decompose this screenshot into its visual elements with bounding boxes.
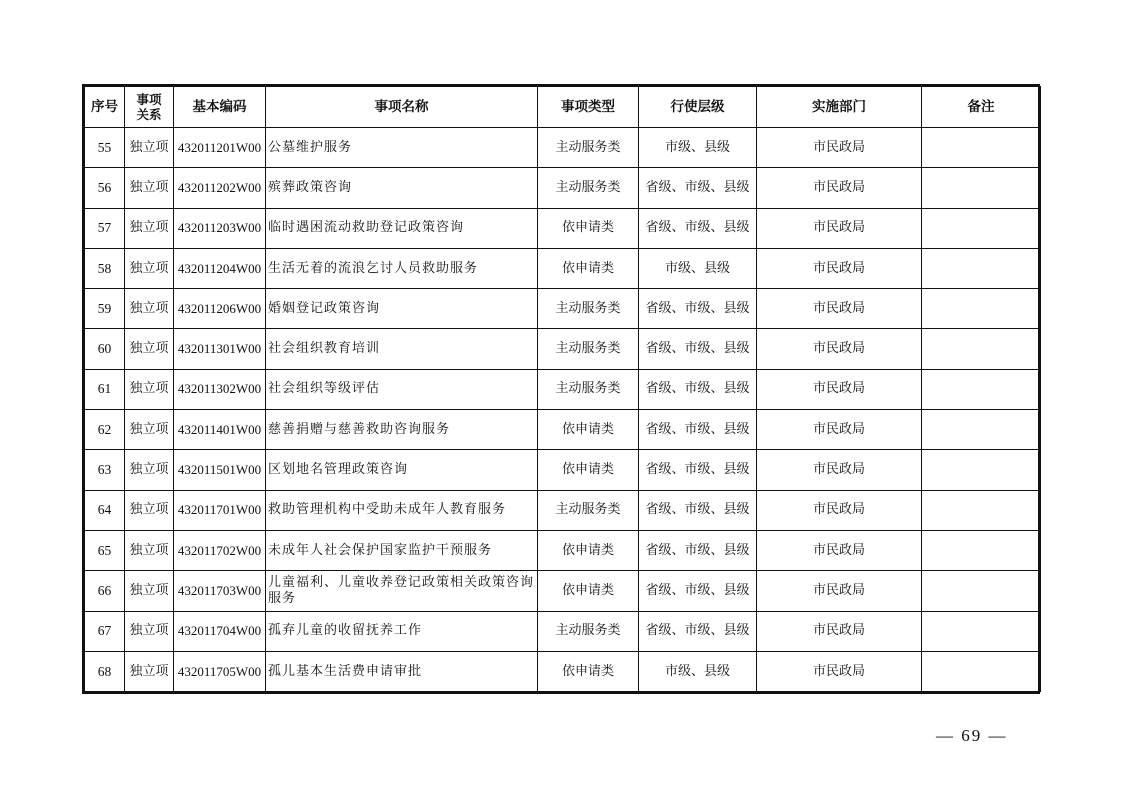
cell-note	[922, 329, 1041, 369]
service-items-table	[84, 86, 1041, 692]
cell-type: 主动服务类	[538, 128, 639, 168]
header-type: 事项类型	[538, 87, 639, 128]
table-row	[85, 168, 1041, 208]
cell-name: 慈善捐赠与慈善救助咨询服务	[266, 410, 538, 450]
cell-level: 省级、市级、县级	[639, 530, 757, 570]
cell-type: 依申请类	[538, 248, 639, 288]
cell-level: 省级、市级、县级	[639, 168, 757, 208]
cell-relation: 独立项	[125, 490, 174, 530]
table-row	[85, 289, 1041, 329]
cell-seq: 57	[85, 208, 125, 248]
table-row	[85, 248, 1041, 288]
cell-seq: 55	[85, 128, 125, 168]
cell-dept: 市民政局	[757, 651, 922, 691]
cell-level: 省级、市级、县级	[639, 611, 757, 651]
cell-level: 省级、市级、县级	[639, 289, 757, 329]
table-body	[85, 128, 1041, 692]
cell-note	[922, 450, 1041, 490]
cell-level: 省级、市级、县级	[639, 208, 757, 248]
table-row	[85, 530, 1041, 570]
table-row	[85, 450, 1041, 490]
cell-dept: 市民政局	[757, 168, 922, 208]
cell-seq: 64	[85, 490, 125, 530]
cell-level: 省级、市级、县级	[639, 490, 757, 530]
cell-level: 省级、市级、县级	[639, 571, 757, 611]
cell-seq: 56	[85, 168, 125, 208]
cell-name: 公墓维护服务	[266, 128, 538, 168]
cell-dept: 市民政局	[757, 450, 922, 490]
cell-type: 依申请类	[538, 571, 639, 611]
cell-level: 市级、县级	[639, 651, 757, 691]
cell-name: 未成年人社会保护国家监护干预服务	[266, 530, 538, 570]
cell-seq: 59	[85, 289, 125, 329]
cell-code: 432011702W00	[174, 530, 266, 570]
cell-code: 432011202W00	[174, 168, 266, 208]
cell-relation: 独立项	[125, 651, 174, 691]
cell-dept: 市民政局	[757, 410, 922, 450]
cell-dept: 市民政局	[757, 208, 922, 248]
header-seq: 序号	[85, 87, 125, 128]
cell-relation: 独立项	[125, 289, 174, 329]
header-level: 行使层级	[639, 87, 757, 128]
cell-relation: 独立项	[125, 530, 174, 570]
table-row	[85, 208, 1041, 248]
cell-dept: 市民政局	[757, 329, 922, 369]
cell-name: 孤弃儿童的收留抚养工作	[266, 611, 538, 651]
cell-dept: 市民政局	[757, 248, 922, 288]
cell-dept: 市民政局	[757, 571, 922, 611]
cell-name: 生活无着的流浪乞讨人员救助服务	[266, 248, 538, 288]
cell-relation: 独立项	[125, 168, 174, 208]
cell-code: 432011206W00	[174, 289, 266, 329]
cell-name: 婚姻登记政策咨询	[266, 289, 538, 329]
cell-note	[922, 208, 1041, 248]
table-row	[85, 369, 1041, 409]
cell-relation: 独立项	[125, 128, 174, 168]
cell-seq: 58	[85, 248, 125, 288]
cell-type: 依申请类	[538, 530, 639, 570]
table-row	[85, 651, 1041, 691]
cell-seq: 65	[85, 530, 125, 570]
cell-seq: 68	[85, 651, 125, 691]
cell-name: 儿童福利、儿童收养登记政策相关政策咨询服务	[266, 571, 538, 611]
cell-seq: 67	[85, 611, 125, 651]
table-row	[85, 611, 1041, 651]
cell-note	[922, 128, 1041, 168]
table-row	[85, 410, 1041, 450]
cell-note	[922, 168, 1041, 208]
table-row	[85, 329, 1041, 369]
cell-type: 依申请类	[538, 450, 639, 490]
cell-note	[922, 571, 1041, 611]
table-row	[85, 128, 1041, 168]
cell-type: 依申请类	[538, 208, 639, 248]
header-dept: 实施部门	[757, 87, 922, 128]
cell-code: 432011204W00	[174, 248, 266, 288]
cell-level: 省级、市级、县级	[639, 369, 757, 409]
cell-dept: 市民政局	[757, 369, 922, 409]
cell-dept: 市民政局	[757, 128, 922, 168]
cell-seq: 62	[85, 410, 125, 450]
cell-code: 432011401W00	[174, 410, 266, 450]
cell-relation: 独立项	[125, 329, 174, 369]
cell-note	[922, 530, 1041, 570]
cell-code: 432011302W00	[174, 369, 266, 409]
cell-name: 临时遇困流动救助登记政策咨询	[266, 208, 538, 248]
cell-code: 432011501W00	[174, 450, 266, 490]
cell-type: 主动服务类	[538, 168, 639, 208]
table-row	[85, 571, 1041, 611]
table-header	[85, 87, 1041, 128]
cell-note	[922, 490, 1041, 530]
cell-type: 主动服务类	[538, 369, 639, 409]
cell-relation: 独立项	[125, 369, 174, 409]
cell-type: 主动服务类	[538, 289, 639, 329]
cell-relation: 独立项	[125, 208, 174, 248]
cell-note	[922, 410, 1041, 450]
cell-dept: 市民政局	[757, 289, 922, 329]
cell-note	[922, 651, 1041, 691]
cell-note	[922, 248, 1041, 288]
cell-seq: 63	[85, 450, 125, 490]
cell-dept: 市民政局	[757, 490, 922, 530]
service-items-table-frame	[82, 84, 1040, 694]
cell-name: 区划地名管理政策咨询	[266, 450, 538, 490]
page-number: — 69 —	[936, 726, 1008, 745]
cell-level: 市级、县级	[639, 128, 757, 168]
header-relation-line2: 关系	[136, 107, 162, 122]
cell-relation: 独立项	[125, 571, 174, 611]
cell-code: 432011201W00	[174, 128, 266, 168]
header-name: 事项名称	[266, 87, 538, 128]
cell-level: 省级、市级、县级	[639, 329, 757, 369]
cell-seq: 66	[85, 571, 125, 611]
cell-name: 救助管理机构中受助未成年人教育服务	[266, 490, 538, 530]
header-relation-line1: 事项	[136, 92, 162, 107]
cell-relation: 独立项	[125, 450, 174, 490]
cell-level: 省级、市级、县级	[639, 450, 757, 490]
cell-code: 432011301W00	[174, 329, 266, 369]
cell-note	[922, 289, 1041, 329]
cell-code: 432011703W00	[174, 571, 266, 611]
cell-seq: 60	[85, 329, 125, 369]
cell-code: 432011701W00	[174, 490, 266, 530]
cell-note	[922, 611, 1041, 651]
cell-seq: 61	[85, 369, 125, 409]
cell-code: 432011705W00	[174, 651, 266, 691]
cell-relation: 独立项	[125, 611, 174, 651]
cell-relation: 独立项	[125, 410, 174, 450]
cell-type: 依申请类	[538, 651, 639, 691]
cell-name: 社会组织等级评估	[266, 369, 538, 409]
cell-name: 社会组织教育培训	[266, 329, 538, 369]
cell-type: 主动服务类	[538, 490, 639, 530]
cell-relation: 独立项	[125, 248, 174, 288]
cell-level: 省级、市级、县级	[639, 410, 757, 450]
cell-type: 依申请类	[538, 410, 639, 450]
header-note: 备注	[922, 87, 1041, 128]
cell-name: 殡葬政策咨询	[266, 168, 538, 208]
cell-name: 孤儿基本生活费申请审批	[266, 651, 538, 691]
cell-dept: 市民政局	[757, 611, 922, 651]
header-relation	[125, 87, 174, 128]
header-row	[85, 87, 1041, 128]
cell-code: 432011704W00	[174, 611, 266, 651]
cell-note	[922, 369, 1041, 409]
cell-type: 主动服务类	[538, 329, 639, 369]
cell-code: 432011203W00	[174, 208, 266, 248]
header-code: 基本编码	[174, 87, 266, 128]
table-row	[85, 490, 1041, 530]
cell-dept: 市民政局	[757, 530, 922, 570]
cell-level: 市级、县级	[639, 248, 757, 288]
cell-type: 主动服务类	[538, 611, 639, 651]
